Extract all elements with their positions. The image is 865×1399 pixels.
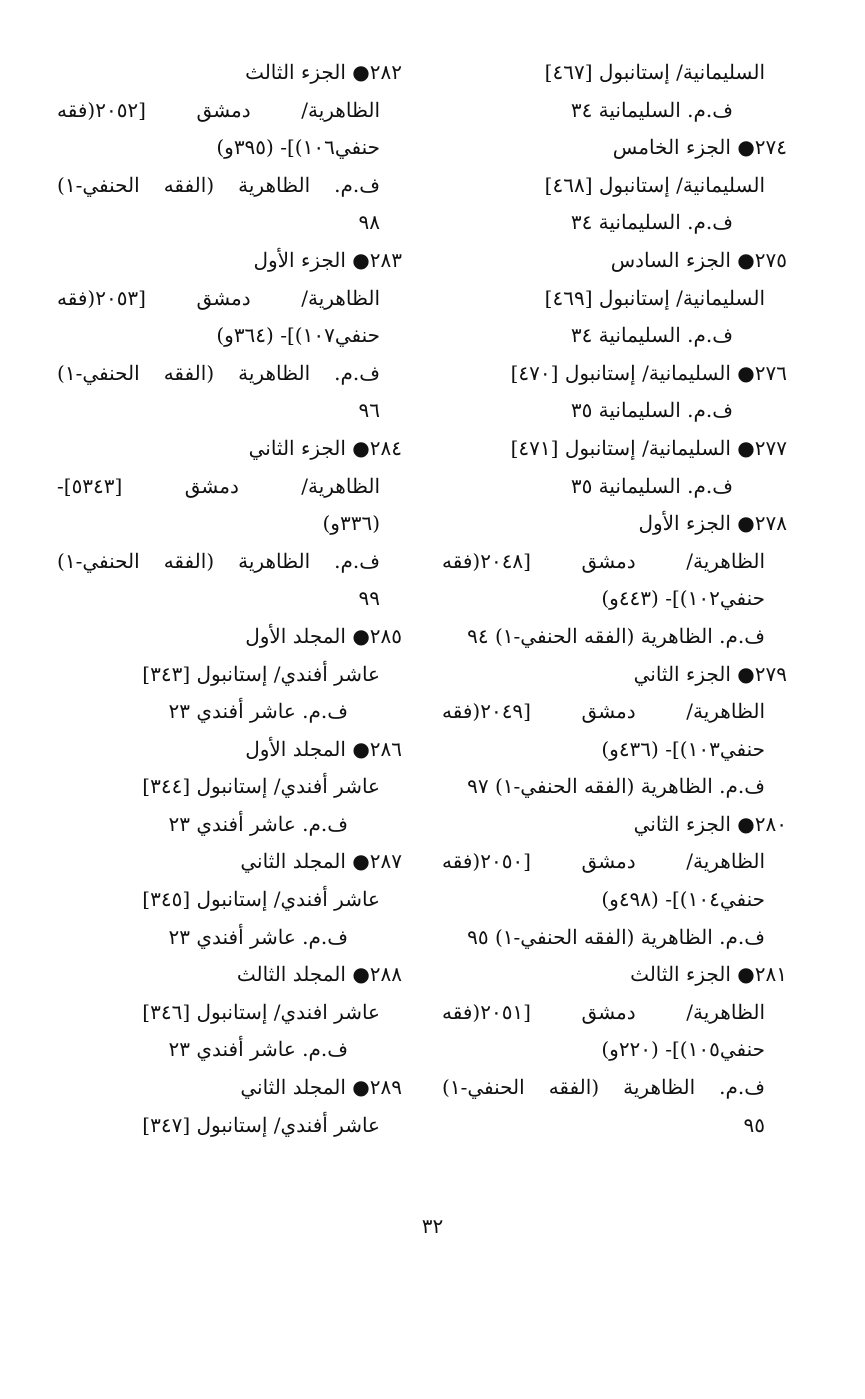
entry-line: الظاهرية/ دمشق [٢٠٥٣(فقه <box>57 285 380 310</box>
entry-line: ف.م. الظاهرية (الفقه الحنفي-١) <box>57 360 380 385</box>
entry-line: حنفي١٠٢)]- (٤٤٣و) <box>601 586 765 611</box>
entry-line: حنفي١٠٣)]- (٤٣٦و) <box>601 736 765 761</box>
entry-heading: ٢٧٦● السليمانية/ إستانبول [٤٧٠] <box>510 360 787 385</box>
entry-line: ف.م. الظاهرية (الفقه الحنفي-١) <box>57 548 380 573</box>
entry-line: الظاهرية/ دمشق [٢٠٤٨(فقه <box>442 548 765 573</box>
entry-line: ف.م. الظاهرية (الفقه الحنفي-١) <box>57 172 380 197</box>
entry-line: الظاهرية/ دمشق [٢٠٤٩(فقه <box>442 699 765 724</box>
entry-line: ف.م. عاشر أفندي ٢٣ <box>168 924 348 949</box>
entry-line: عاشر أفندي/ إستانبول [٣٤٥] <box>142 887 380 912</box>
entry-line: السليمانية/ إستانبول [٤٦٩] <box>544 285 765 310</box>
entry-line: السليمانية/ إستانبول [٤٦٧] <box>544 60 765 84</box>
entry-line: ف.م. السليمانية ٣٤ <box>570 323 733 348</box>
entry-heading: ٢٧٩● الجزء الثاني <box>633 661 787 686</box>
entry-line: الظاهرية/ دمشق [٢٠٥٠(فقه <box>442 849 765 874</box>
entry-line: ف.م. السليمانية ٣٥ <box>570 473 733 498</box>
entry-heading: ٢٨٨● المجلد الثالث <box>236 962 402 987</box>
page-number: ٣٢ <box>421 1214 444 1238</box>
entry-line: الظاهرية/ دمشق [٢٠٥١(فقه <box>442 999 765 1024</box>
entry-heading: ٢٨٩● المجلد الثاني <box>240 1075 402 1100</box>
entry-line: ف.م. السليمانية ٣٤ <box>570 97 733 122</box>
entry-line: عاشر أفندي/ إستانبول [٣٤٣] <box>142 661 380 686</box>
entry-heading: ٢٧٥● الجزء السادس <box>610 247 787 272</box>
entry-line: ف.م. الظاهرية (الفقه الحنفي-١) ٩٤ <box>467 623 765 648</box>
entry-line: حنفي١٠٧)]- (٣٦٤و) <box>216 323 380 348</box>
left-column <box>57 54 402 1144</box>
entry-line: عاشر أفندي/ إستانبول [٣٤٧] <box>142 1112 380 1137</box>
entry-line: ٩٦ <box>358 398 380 423</box>
entry-line: (٣٣٦و) <box>322 511 380 536</box>
entry-heading: ٢٨٠● الجزء الثاني <box>633 811 787 836</box>
entry-line: الظاهرية/ دمشق [٥٣٤٣]- <box>57 473 380 498</box>
entry-line: ف.م. الظاهرية (الفقه الحنفي-١) ٩٥ <box>467 924 765 949</box>
entry-heading: ٢٨١● الجزء الثالث <box>630 962 787 987</box>
entry-line: الظاهرية/ دمشق [٢٠٥٢(فقه <box>57 97 380 122</box>
entry-line: السليمانية/ إستانبول [٤٦٨] <box>544 172 765 197</box>
entry-line: ف.م. عاشر أفندي ٢٣ <box>168 1037 348 1062</box>
entry-line: ٩٥ <box>743 1112 765 1137</box>
entry-heading: ٢٧٨● الجزء الأول <box>638 511 787 536</box>
entry-line: ف.م. عاشر أفندي ٢٣ <box>168 811 348 836</box>
entry-heading: ٢٨٣● الجزء الأول <box>253 247 402 272</box>
entry-line: حنفي١٠٦)]- (٣٩٥و) <box>216 135 380 160</box>
entry-line: ف.م. الظاهرية (الفقه الحنفي-١) <box>442 1075 765 1100</box>
entry-heading: ٢٧٤● الجزء الخامس <box>612 135 787 160</box>
entry-heading: ٢٨٧● المجلد الثاني <box>240 849 402 874</box>
entry-line: حنفي١٠٤)]- (٤٩٨و) <box>601 887 765 912</box>
entry-line: ٩٨ <box>358 210 380 235</box>
entry-line: عاشر أفندي/ إستانبول [٣٤٤] <box>142 774 380 799</box>
entry-heading: ٢٨٤● الجزء الثاني <box>248 435 402 460</box>
entry-heading: ٢٨٦● المجلد الأول <box>245 736 402 761</box>
entry-line: عاشر افندي/ إستانبول [٣٤٦] <box>142 999 380 1024</box>
entry-line: ف.م. السليمانية ٣٤ <box>570 210 733 235</box>
entry-line: حنفي١٠٥)]- (٢٢٠و) <box>601 1037 765 1062</box>
entry-line: ف.م. عاشر أفندي ٢٣ <box>168 699 348 724</box>
entry-line: ف.م. الظاهرية (الفقه الحنفي-١) ٩٧ <box>467 774 765 799</box>
entry-line: ف.م. السليمانية ٣٥ <box>570 398 733 423</box>
entry-heading: ٢٧٧● السليمانية/ إستانبول [٤٧١] <box>510 435 787 460</box>
entry-line: ٩٩ <box>358 586 380 611</box>
right-column <box>442 54 787 1144</box>
entry-heading: ٢٨٢● الجزء الثالث <box>245 60 402 84</box>
entry-heading: ٢٨٥● المجلد الأول <box>245 623 402 648</box>
